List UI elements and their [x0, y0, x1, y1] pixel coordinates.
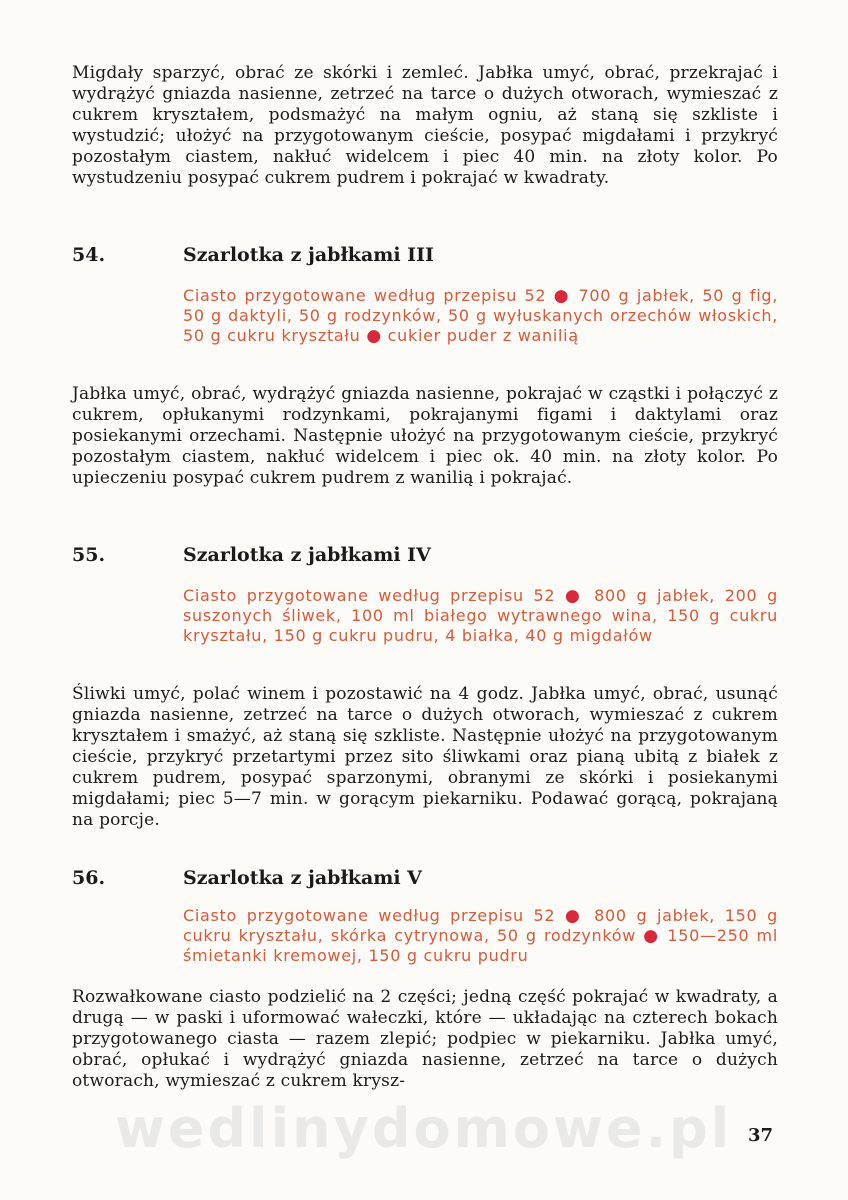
- intro-paragraph: Migdały sparzyć, obrać ze skórki i zemleć. Jabłka umyć, obrać, przekrajać i wydrążyć gniazda nasienne, zetrzeć na tarce o dużych otworach, wymieszać z cukrem kryształem, podsmażyć na małym ogniu, aż staną się szkliste i wystudzić; ułożyć na przygotowanym cieście, posypać migdałami i przykryć pozostałym ciastem, nakłuć widelcem i piec 40 min. na złoty kolor. Po wystudzeniu posypać cukrem pudrem i pokrajać w kwadraty.: [72, 63, 778, 188]
- recipe-heading-55: [72, 542, 778, 568]
- recipe-heading-56: [72, 865, 778, 891]
- ingredient-group: 800 g jabłek, 200 g suszonych śliwek, 100 ml białego wytrawnego wina, 150 g cukru kryształu, 150 g cukru pudru, 4 białka, 40 g migdałów: [183, 586, 778, 645]
- ingredient-group: Ciasto przygotowane według przepisu 52: [183, 286, 547, 305]
- ingredients-55: [183, 586, 778, 646]
- ingredient-group: 800 g jabłek, 150 g cukru kryształu, skórka cytrynowa, 50 g rodzynków: [183, 906, 778, 945]
- ingredients-56: [183, 906, 778, 966]
- ingredient-group: Ciasto przygotowane według przepisu 52: [183, 906, 556, 925]
- watermark: wedlinydomowe.pl: [115, 1097, 733, 1160]
- recipe-number: 56.: [72, 867, 106, 889]
- bullet-icon: ●: [564, 586, 585, 606]
- ingredient-group: cukier puder z wanilią: [387, 326, 579, 345]
- recipe-heading-54: [72, 242, 778, 268]
- bullet-icon: ●: [553, 286, 571, 306]
- recipe-title: Szarlotka z jabłkami IV: [183, 544, 431, 566]
- ingredient-group: 150—250 ml śmietanki kremowej, 150 g cukru pudru: [183, 926, 778, 965]
- bullet-icon: ●: [366, 326, 382, 346]
- ingredient-group: 700 g jabłek, 50 g fig, 50 g daktyli, 50 g rodzynków, 50 g wyłuskanych orzechów włoskich, 50 g cukru kryształu: [183, 286, 778, 345]
- bullet-icon: ●: [643, 926, 661, 946]
- ingredients-54: [183, 286, 778, 346]
- method-56: Rozwałkowane ciasto podzielić na 2 części; jedną część pokrajać w kwadraty, a drugą — w paski i uformować wałeczki, które — układając na czterech bokach przygotowanego ciasta — razem zlepić; podpiec w piekarniku. Jabłka umyć, obrać, opłukać i wydrążyć gniazda nasienne, zetrzeć na tarce o dużych otworach, wymieszać z cukrem krysz-: [72, 987, 778, 1091]
- bullet-icon: ●: [564, 906, 585, 926]
- recipe-title: Szarlotka z jabłkami III: [183, 244, 434, 266]
- ingredient-group: Ciasto przygotowane według przepisu 52: [183, 586, 556, 605]
- recipe-number: 54.: [72, 244, 106, 266]
- recipe-number: 55.: [72, 544, 106, 566]
- method-54: Jabłka umyć, obrać, wydrążyć gniazda nasienne, pokrajać w cząstki i połączyć z cukrem, opłukanymi rodzynkami, pokrajanymi figami i daktylami oraz posiekanymi orzechami. Następnie ułożyć na przygotowanym cieście, przykryć pozostałym ciastem, nakłuć widelcem i piec ok. 40 min. na złoty kolor. Po upieczeniu posypać cukrem pudrem z wanilią i pokrajać.: [72, 384, 778, 488]
- recipe-title: Szarlotka z jabłkami V: [183, 867, 422, 889]
- method-55: Śliwki umyć, polać winem i pozostawić na 4 godz. Jabłka umyć, obrać, usunąć gniazda nasienne, zetrzeć na tarce o dużych otworach, wymieszać z cukrem kryształem i smażyć, aż staną się szkliste. Następnie ułożyć na przygotowanym cieście, przykryć przetartymi przez sito śliwkami oraz pianą ubitą z białek z cukrem pudrem, posypać sparzonymi, obranymi ze skórki i posiekanymi migdałami; piec 5—7 min. w gorącym piekarniku. Podawać gorącą, pokrajaną na porcje.: [72, 684, 778, 830]
- page-number: 37: [748, 1125, 774, 1146]
